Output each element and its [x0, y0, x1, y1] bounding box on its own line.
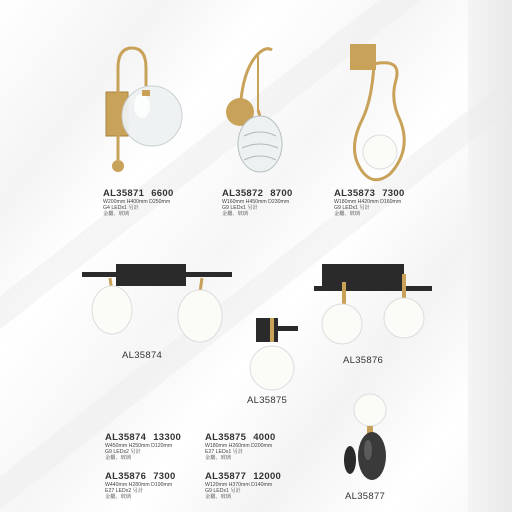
image-label-al35877: AL35877 — [345, 491, 386, 502]
product-bulb: G9 LEDx2 另計 — [105, 448, 141, 455]
product-dimensions: W200mm H400mm D250mm — [103, 198, 171, 205]
product-bulb: G4 LEDx1 另計 — [103, 204, 139, 211]
product-price: 6600 — [151, 188, 174, 199]
product-info-al35876 — [105, 472, 176, 501]
product-code: AL35874 — [105, 432, 147, 443]
product-info-al35872 — [222, 189, 293, 218]
product-material: 金屬、玻璃 — [334, 210, 360, 217]
product-price: 4000 — [253, 432, 276, 443]
product-bulb: G9 LEDx1 另計 — [334, 204, 370, 211]
product-material: 金屬、玻璃 — [222, 210, 248, 217]
product-material: 金屬、玻璃 — [105, 493, 131, 500]
lamp-al35871-image — [100, 40, 190, 190]
product-price: 12000 — [253, 471, 282, 482]
lamp-al35874-image — [82, 258, 232, 353]
product-bulb: E27 LEDx2 另計 — [105, 487, 144, 494]
product-bulb: G9 LEDx1 另計 — [222, 204, 258, 211]
product-material: 金屬、玻璃 — [205, 454, 231, 461]
lamp-al35875-image — [248, 312, 304, 392]
lamp-al35872-image — [222, 40, 292, 190]
product-dimensions: W120mm H370mm D140mm — [205, 481, 273, 488]
product-material: 金屬、玻璃 — [105, 454, 131, 461]
product-material: 金屬、玻璃 — [205, 493, 231, 500]
product-code: AL35876 — [105, 471, 147, 482]
image-label-al35876: AL35876 — [343, 355, 384, 366]
product-bulb: G9 LEDx1 另計 — [205, 487, 241, 494]
product-code: AL35877 — [205, 471, 247, 482]
product-dimensions: W180mm H260mm D200mm — [205, 442, 273, 449]
product-info-al35874 — [105, 433, 181, 462]
product-price: 7300 — [153, 471, 176, 482]
product-code: AL35871 — [103, 188, 145, 199]
lamp-al35876-image — [314, 260, 432, 352]
product-dimensions: W180mm H420mm D160mm — [334, 198, 402, 205]
product-price: 8700 — [270, 188, 293, 199]
image-label-al35875: AL35875 — [247, 395, 288, 406]
product-code: AL35873 — [334, 188, 376, 199]
product-dimensions: W440mm H280mm D190mm — [105, 481, 173, 488]
product-bulb: E27 LEDx1 另計 — [205, 448, 244, 455]
lamp-al35873-image — [340, 40, 420, 190]
lamp-al35877-image — [340, 386, 390, 490]
product-info-al35875 — [205, 433, 276, 462]
product-price: 13300 — [153, 432, 182, 443]
product-dimensions: W450mm H250mm D120mm — [105, 442, 173, 449]
product-info-al35877 — [205, 472, 281, 501]
product-info-al35873 — [334, 189, 405, 218]
product-dimensions: W160mm H450mm D230mm — [222, 198, 290, 205]
product-code: AL35875 — [205, 432, 247, 443]
product-code: AL35872 — [222, 188, 264, 199]
image-label-al35874: AL35874 — [122, 350, 163, 361]
product-price: 7300 — [382, 188, 405, 199]
product-material: 金屬、玻璃 — [103, 210, 129, 217]
page-edge-band — [468, 0, 512, 512]
product-info-al35871 — [103, 189, 174, 218]
